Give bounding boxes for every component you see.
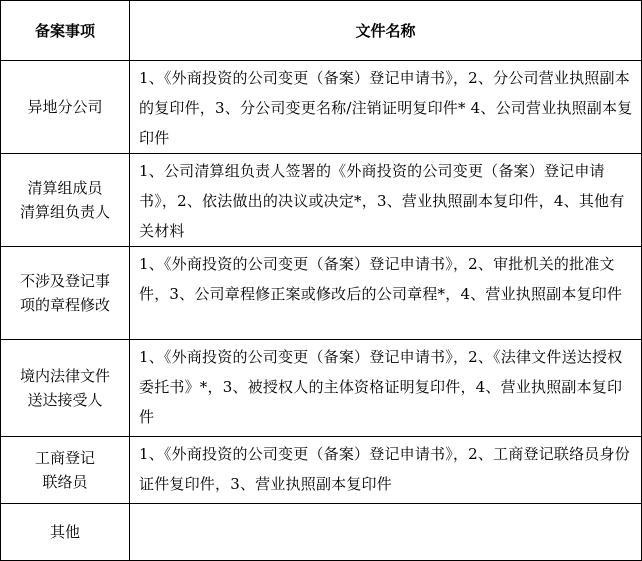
header-document-name: 文件名称 [130,1,642,61]
row-files-cell: 1、公司清算组负责人签署的《外商投资的公司变更（备案）登记申请书》，2、依法做出的决议或决定*，3、营业执照副本复印件，4、其他有关材料 [130,154,642,247]
row-files-cell: 1、《外商投资的公司变更（备案）登记申请书》，2、工商登记联络员身份证件复印件，3、营业执照副本复印件 [130,437,642,504]
row-item-label: 清算组负责人 [19,203,110,221]
row-item-cell [1,340,130,437]
table-row [1,247,642,340]
row-files-cell: 1、《外商投资的公司变更（备案）登记申请书》，2、分公司营业执照副本的复印件，3、分公司变更名称/注销证明复印件* 4、公司营业执照副本复印件 [130,61,642,154]
header-filing-item: 备案事项 [1,1,130,61]
row-files-cell: 1、《外商投资的公司变更（备案）登记申请书》，2、《法律文件送达授权委托书》*，3、被授权人的主体资格证明复印件，4、营业执照副本复印件 [130,340,642,437]
row-item-cell [1,247,130,340]
row-item-label: 联络员 [42,473,88,491]
table-row [1,504,642,561]
row-item-label: 清算组成员 [27,179,103,197]
row-item-label: 送达接受人 [27,391,103,409]
row-item-label: 不涉及登记事 [19,272,110,290]
table-row [1,154,642,247]
row-item-cell [1,61,130,154]
row-files-cell [130,504,642,561]
row-item-cell [1,437,130,504]
table-row [1,340,642,437]
row-item-cell [1,504,130,561]
table-row [1,437,642,504]
row-files-cell: 1、《外商投资的公司变更（备案）登记申请书》，2、审批机关的批准文件，3、公司章程修正案或修改后的公司章程*，4、营业执照副本复印件 [130,247,642,340]
row-item-cell [1,154,130,247]
row-item-label: 其他 [49,523,80,541]
row-item-label: 异地分公司 [27,98,103,116]
table-row [1,61,642,154]
row-item-label: 工商登记 [34,449,95,467]
row-item-label: 项的章程修改 [19,296,110,314]
row-item-label: 境内法律文件 [19,367,110,385]
header-row [1,1,642,61]
